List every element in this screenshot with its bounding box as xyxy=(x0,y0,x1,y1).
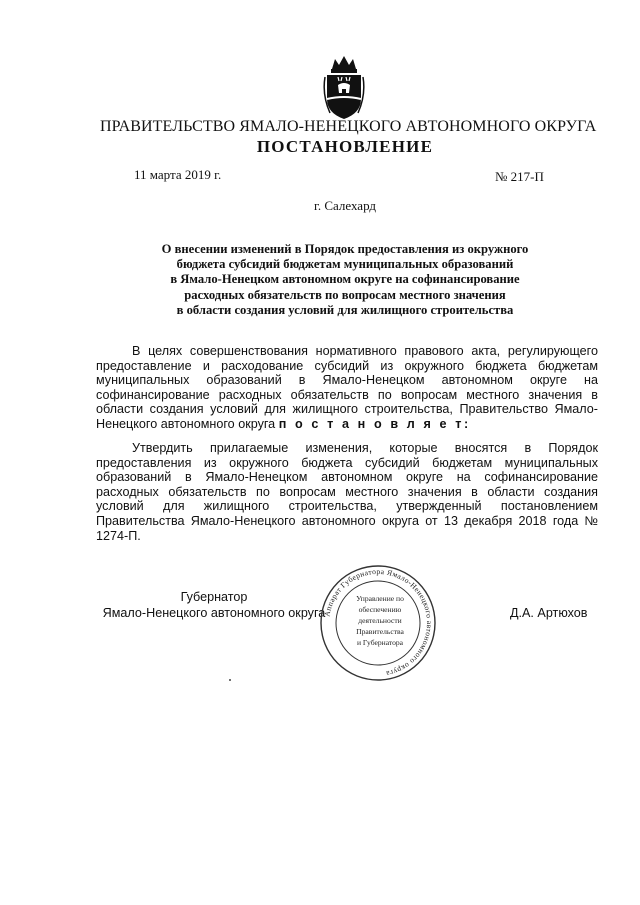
heading-line: в Ямало-Ненецком автономном округе на софинансирование xyxy=(170,272,520,287)
signatory-title xyxy=(94,590,334,622)
preamble-decree-word: п о с т а н о в л я е т: xyxy=(278,416,471,431)
heading-line: О внесении изменений в Порядок предоставления из окружного xyxy=(161,242,529,256)
heading-line: в области создания условий для жилищного строительства xyxy=(176,302,514,317)
document-type-title: ПОСТАНОВЛЕНИЕ xyxy=(256,137,434,156)
stamp-line: Управление по xyxy=(356,594,404,603)
resolution-paragraph: Утвердить прилагаемые изменения, которые вносятся в Порядок предоставления из окружного бюджета субсидий бюджетам муниципальных образований в Ямало-Ненецком автономном округе на софинансирование расходных обязательств по вопросам местного значения в области создания условий для жилищного строительства, утвержденный постановлением Правительства Ямало-Ненецкого автономного округа от 13 декабря 2018 года № 1274-П. xyxy=(96,441,598,543)
preamble-text: В целях совершенствования нормативного правового акта, регулирующего предоставление и расходование субсидий из окружного бюджета бюджетам муниципальных образований в Ямало-Ненецком автономном округе на софинансирование расходных обязательств по вопросам местного значения в области создания условий для жилищного строительства, Правительство Ямало-Ненецкого автономного округа xyxy=(96,344,598,431)
heading-line: бюджета субсидий бюджетам муниципальных образований xyxy=(176,257,514,272)
stamp-line: Правительства xyxy=(356,627,404,636)
document-city: г. Салехард xyxy=(313,198,377,213)
signatory-name: Д.А. Артюхов xyxy=(510,606,588,620)
government-name: ПРАВИТЕЛЬСТВО ЯМАЛО-НЕНЕЦКОГО АВТОНОМНОГО ОКРУГА xyxy=(100,118,597,135)
official-stamp xyxy=(318,563,438,683)
stamp-line: и Губернатора xyxy=(356,638,404,647)
stamp-outer-text: Аппарат Губернатора Ямало-Ненецкого автономного округа xyxy=(322,566,435,679)
scan-speck xyxy=(229,679,231,681)
document-heading xyxy=(110,242,580,318)
stamp-line: обеспечению xyxy=(358,605,402,614)
stamp-line: деятельности xyxy=(358,616,402,625)
yamal-nenets-coat-of-arms-icon xyxy=(322,55,366,121)
heading-line: расходных обязательств по вопросам местного значения xyxy=(184,287,506,302)
preamble-paragraph xyxy=(96,344,598,432)
signatory-title-line: Ямало-Ненецкого автономного округа xyxy=(102,605,326,620)
document-number: № 217-П xyxy=(495,169,544,184)
signatory-title-line: Губернатор xyxy=(180,590,248,604)
document-date: 11 марта 2019 г. xyxy=(134,167,222,182)
